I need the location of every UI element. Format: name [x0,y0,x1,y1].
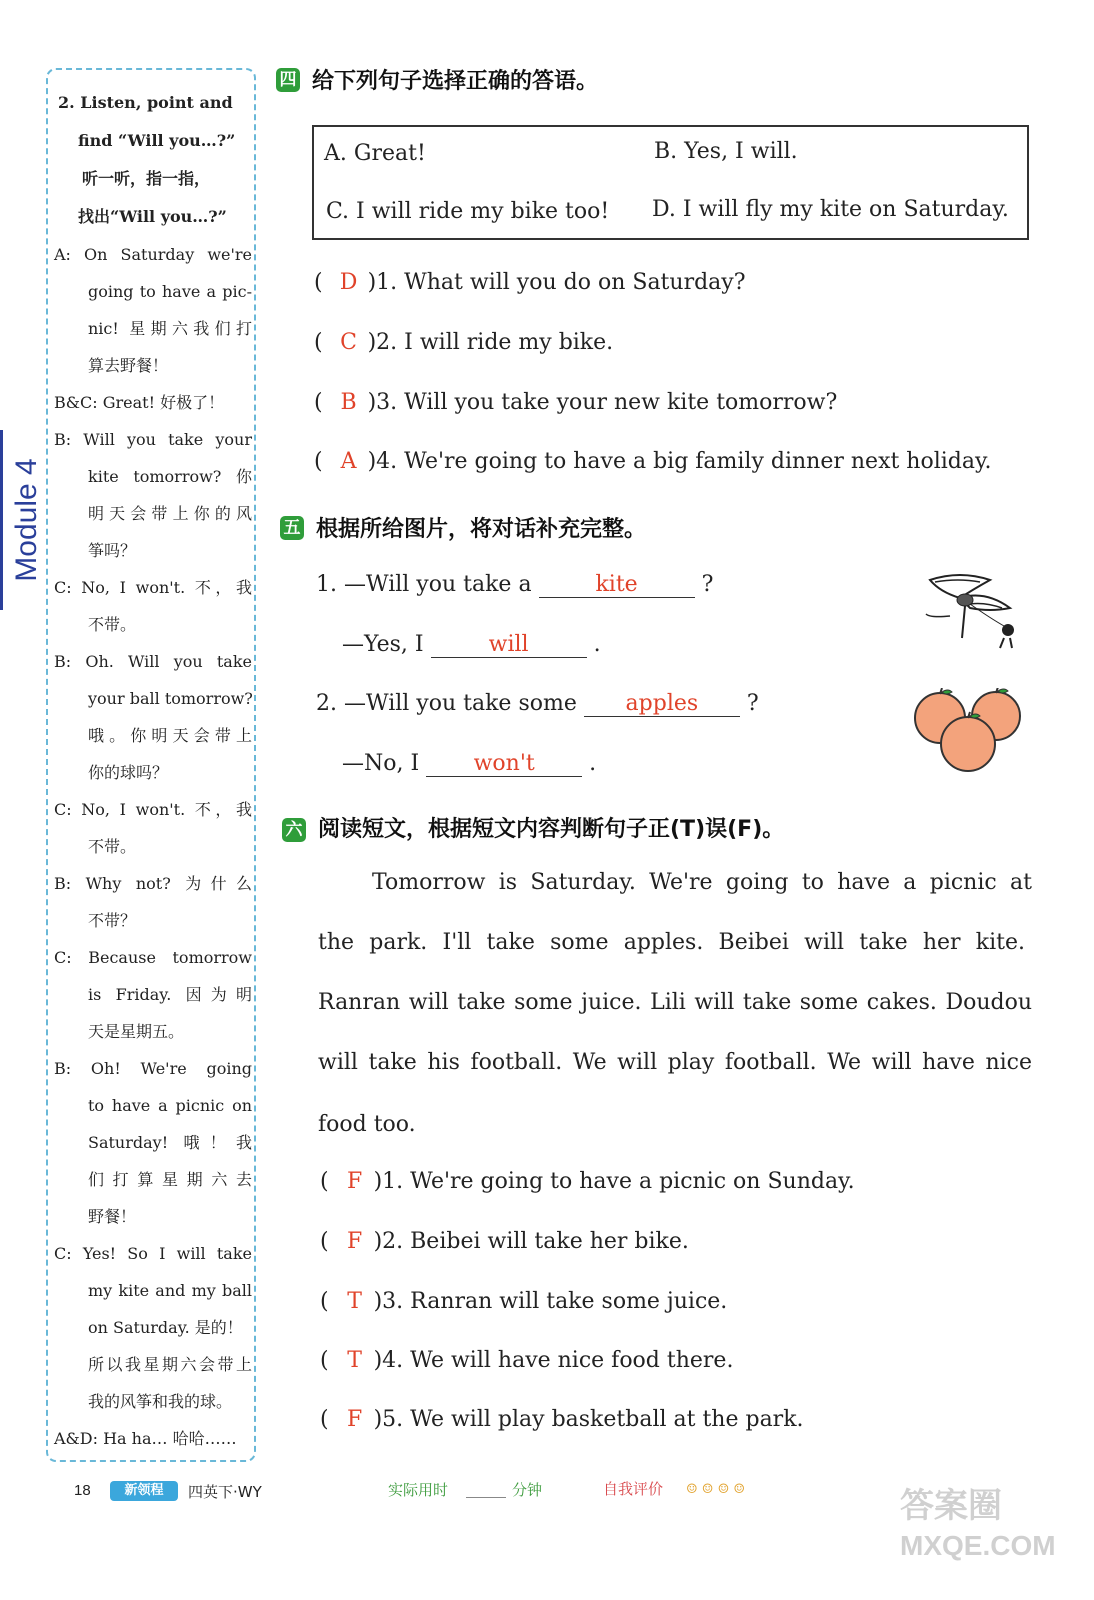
dialog-line: to have a picnic on [88,1096,252,1115]
sidebar-title [58,84,250,236]
q1-prefix: 1. —Will you take a [316,572,532,597]
option-a: A. Great! [324,141,426,166]
time-blank [466,1497,506,1498]
section-badge: 四 [276,68,300,92]
tf-question-row: ( T )4. We will have nice food there. [320,1348,734,1373]
time-label: 实际用时 [388,1481,449,1499]
q1-reply-suffix: . [593,632,601,657]
answer-letter: T [347,1289,362,1314]
section-title: 阅读短文，根据短文内容判断句子正(T)误(F)。 [318,817,785,842]
section-badge: 五 [280,516,304,540]
question-text: )1. We're going to have a picnic on Sunday. [373,1169,855,1194]
dialog-line: your ball tomorrow? [88,689,253,708]
dialog-line: B: Why not? 为什么 [54,874,252,893]
tf-question-row: ( F )5. We will play basketball at the park. [320,1407,804,1432]
smiley-icon: ☺ ☺ ☺ ☺ [686,1482,746,1497]
dialog-line: A: On Saturday we're [54,245,252,264]
answer-letter: F [346,1407,363,1432]
dialog-line: on Saturday. 是的！ [88,1318,243,1337]
question-text: )5. We will play basketball at the park. [373,1407,804,1432]
dialog-q2-reply [342,751,596,777]
dialog-line: 明天会带上你的风 [88,504,252,523]
dialog-line: C: No, I won't. 不，我 [54,578,252,597]
dialog-q2 [316,691,759,717]
q2-reply-prefix: —No, I [342,751,420,776]
sidebar-title-line: find “Will you…?” [78,131,236,150]
q1-reply-prefix: —Yes, I [342,632,424,657]
tf-question-row: ( T )3. Ranran will take some juice. [320,1289,728,1314]
time-unit: 分钟 [512,1481,543,1499]
dialog-line: my kite and my ball [88,1281,252,1300]
watermark-logo: MXQE.COM [900,1530,1056,1561]
dialog-line: going to have a pic- [88,282,252,301]
answer-letter: F [346,1229,363,1254]
question-row: ( C )2. I will ride my bike. [314,330,614,355]
dialog-line: 我的风筝和我的球。 [88,1392,233,1411]
section-title: 根据所给图片，将对话补充完整。 [316,517,647,542]
options-box [312,125,1029,240]
q1-blank: kite [539,572,695,598]
q2-suffix: ? [746,691,759,716]
dialog-line: B: Oh. Will you take [54,652,252,671]
brand-logo: 新领程 [110,1481,178,1501]
kite-illustration [920,568,1030,654]
question-text: )1. What will you do on Saturday? [367,270,746,295]
paragraph-line: food too. [318,1112,416,1137]
question-text: )4. We will have nice food there. [373,1348,734,1373]
dialog-line: nic! 星期六我们打 [88,319,252,338]
section-title: 给下列句子选择正确的答语。 [312,69,599,94]
question-row: ( B )3. Will you take your new kite tomorrow? [314,390,838,415]
dialog-line: B: Will you take your [54,430,252,449]
question-text: )2. I will ride my bike. [367,330,614,355]
dialog-line: 不带。 [88,837,137,856]
paragraph-line: Ranran will take some juice. Lili will take some cakes. Doudou [318,990,1032,1015]
tf-question-row: ( F )2. Beibei will take her bike. [320,1229,689,1254]
dialog-line: 不带？ [88,911,137,930]
question-text: )3. Ranran will take some juice. [373,1289,728,1314]
apples-illustration [910,688,1028,774]
paragraph-line: Tomorrow is Saturday. We're going to have a picnic at [372,870,1032,895]
q2-prefix: 2. —Will you take some [316,691,577,716]
q2-reply-blank: won't [426,751,582,777]
paragraph-line: will take his football. We will play football. We will have nice [318,1050,1032,1075]
question-text: )2. Beibei will take her bike. [373,1229,689,1254]
dialog-line: C: Yes! So I will take [54,1244,252,1263]
answer-letter: B [340,390,357,415]
answer-letter: T [347,1348,362,1373]
sidebar-title-line: 找出“Will you…?” [78,207,227,226]
module-side-bar [0,430,3,610]
dialog-line: C: No, I won't. 不，我 [54,800,252,819]
dialog-line: C: Because tomorrow [54,948,252,967]
dialog-line: 不带。 [88,615,137,634]
dialog-line: 所以我星期六会带上 [88,1355,252,1374]
dialog-line: B&C: Great! 好极了！ [54,393,225,412]
section-badge: 六 [282,818,306,842]
watermark-cn: 答案圈 [900,1486,1002,1526]
module-label: Module 4 [10,458,43,582]
question-row: ( A )4. We're going to have a big family dinner next holiday. [314,449,992,474]
dialog-line: is Friday. 因为明 [88,985,252,1004]
self-eval-label: 自我评价 [603,1480,664,1498]
question-text: )3. Will you take your new kite tomorrow? [367,390,838,415]
dialog-line: 野餐！ [88,1207,137,1226]
dialog-line: 天是星期五。 [88,1022,185,1041]
dialog-line: A&D: Ha ha… 哈哈…… [54,1429,237,1448]
question-text: )4. We're going to have a big family dinner next holiday. [367,449,992,474]
tf-question-row: ( F )1. We're going to have a picnic on Sunday. [320,1169,855,1194]
q2-reply-suffix: . [589,751,597,776]
sidebar-title-line: 听一听，指一指， [82,169,211,188]
dialog-line: 你的球吗？ [88,763,169,782]
grade-label: 四英下·WY [188,1483,262,1501]
option-c: C. I will ride my bike too! [326,199,610,224]
dialog-q1 [316,572,713,598]
question-row: ( D )1. What will you do on Saturday? [314,270,746,295]
answer-letter: D [339,270,358,295]
answer-letter: F [346,1169,363,1194]
option-b: B. Yes, I will. [654,139,798,164]
answer-letter: A [340,449,357,474]
page-number: 18 [74,1482,91,1499]
dialog-line: 筝吗？ [88,541,137,560]
dialog-line: 算去野餐！ [88,356,169,375]
dialog-line: 哦。你明天会带上 [88,726,252,745]
dialog-line: B: Oh! We're going [54,1059,252,1078]
dialog-line: 们打算星期六去 [88,1170,252,1189]
q1-reply-blank: will [431,632,587,658]
dialog-line: kite tomorrow? 你 [88,467,252,486]
dialog-line: Saturday! 哦！我 [88,1133,252,1152]
q1-suffix: ? [701,572,714,597]
sidebar-title-line: 2. Listen, point and [58,93,233,112]
answer-letter: C [340,330,357,355]
option-d: D. I will fly my kite on Saturday. [652,197,1009,222]
dialog-q1-reply [342,632,601,658]
sidebar-dialog [54,236,252,1457]
paragraph-line: the park. I'll take some apples. Beibei will take her kite. [318,930,1025,955]
q2-blank: apples [584,691,740,717]
